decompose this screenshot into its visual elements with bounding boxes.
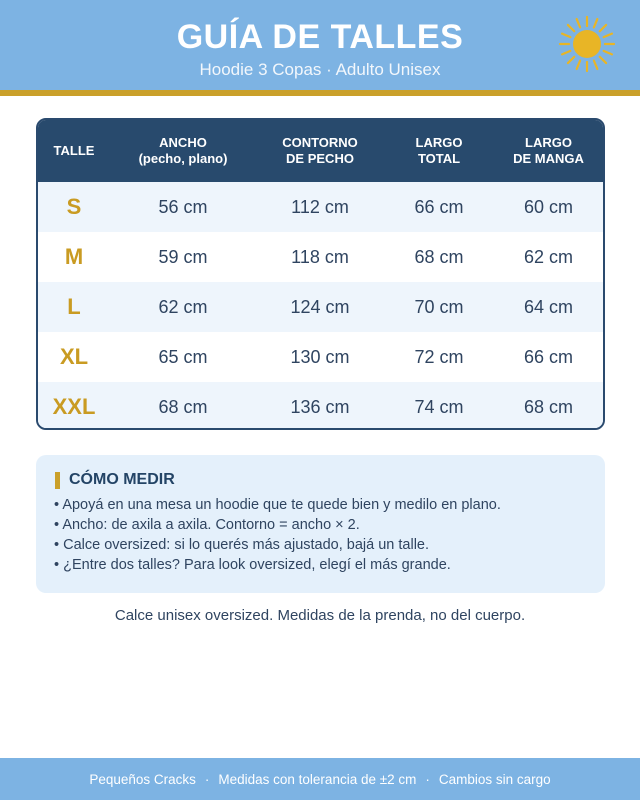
size-label: XXL bbox=[52, 394, 96, 419]
sun-ray bbox=[594, 61, 597, 69]
how-to-list bbox=[54, 495, 594, 575]
list-item: • ¿Entre dos talles? Para look oversized, elegí el más grande. bbox=[54, 555, 594, 575]
sun-ray bbox=[604, 34, 612, 37]
column-header-line: LARGO bbox=[415, 135, 463, 150]
column-header-talle bbox=[38, 120, 110, 182]
column-header-ancho bbox=[110, 120, 256, 182]
table-cell: 66 cm bbox=[414, 196, 464, 217]
list-item: • Ancho: de axila a axila. Contorno = ancho × 2. bbox=[54, 515, 594, 535]
table-cell: 68 cm bbox=[414, 246, 464, 267]
sun-ray bbox=[562, 34, 570, 37]
table-header bbox=[38, 120, 603, 182]
fit-note: Calce unisex oversized. Medidas de la prenda, no del cuerpo. bbox=[114, 607, 526, 624]
sun-ray bbox=[594, 19, 597, 27]
sun-icon bbox=[558, 15, 616, 73]
table-cell: 62 cm bbox=[523, 246, 574, 267]
header-banner bbox=[0, 0, 640, 90]
table-row bbox=[38, 332, 603, 382]
table-cell: 118 cm bbox=[291, 246, 349, 267]
column-header-line: DE MANGA bbox=[513, 151, 584, 166]
sun-ray bbox=[568, 25, 574, 31]
sun-ray bbox=[600, 57, 606, 63]
header-accent-bar bbox=[0, 90, 640, 96]
table-cell: 60 cm bbox=[523, 196, 574, 217]
list-item: • Apoyá en una mesa un hoodie que te quede bien y medilo en plano. bbox=[54, 495, 594, 515]
table-cell: 66 cm bbox=[523, 346, 574, 367]
size-label: M bbox=[64, 244, 84, 269]
footer-tolerance: Medidas con tolerancia de ±2 cm bbox=[218, 771, 417, 787]
footer-returns: Cambios sin cargo bbox=[438, 771, 551, 787]
page-subtitle: Hoodie 3 Copas · Adulto Unisex bbox=[199, 60, 441, 79]
table-cell: 65 cm bbox=[158, 346, 208, 367]
footer-separator: · bbox=[425, 771, 430, 787]
sun-ray bbox=[577, 61, 580, 69]
how-to-measure-box bbox=[36, 455, 605, 593]
page-title: GUÍA DE TALLES bbox=[176, 18, 464, 56]
footer-bar bbox=[0, 758, 640, 800]
table-cell: 56 cm bbox=[158, 196, 208, 217]
table-row bbox=[38, 232, 603, 282]
sun-ray bbox=[562, 51, 570, 54]
table-cell: 68 cm bbox=[523, 396, 574, 417]
table-row bbox=[38, 382, 603, 430]
size-label: L bbox=[67, 294, 81, 319]
table-cell: 59 cm bbox=[158, 246, 208, 267]
column-header-contorno bbox=[256, 120, 384, 182]
column-header-largo-total bbox=[384, 120, 494, 182]
sun-ray bbox=[568, 57, 574, 63]
list-item: • Calce oversized: si lo querés más ajustado, bajá un talle. bbox=[54, 535, 594, 555]
column-header-line: CONTORNO bbox=[282, 135, 358, 150]
table-cell: 136 cm bbox=[290, 396, 350, 417]
size-label: S bbox=[66, 194, 82, 219]
how-to-title: CÓMO MEDIR bbox=[69, 471, 175, 488]
column-header-line: (pecho, plano) bbox=[138, 151, 228, 166]
table-cell: 68 cm bbox=[158, 396, 208, 417]
table-cell: 130 cm bbox=[290, 346, 350, 367]
table-cell: 124 cm bbox=[290, 296, 350, 317]
section-accent-bar bbox=[55, 472, 60, 489]
column-header-line: LARGO bbox=[525, 135, 572, 150]
table-cell: 64 cm bbox=[523, 296, 574, 317]
table-row bbox=[38, 282, 603, 332]
table-row bbox=[38, 182, 603, 232]
sun-ray bbox=[600, 25, 606, 31]
table-cell: 70 cm bbox=[414, 296, 464, 317]
column-header-line: DE PECHO bbox=[286, 151, 354, 166]
column-header-line: TALLE bbox=[53, 143, 95, 158]
table-cell: 74 cm bbox=[414, 396, 464, 417]
footer-brand: Pequeños Cracks bbox=[89, 771, 196, 787]
table-cell: 62 cm bbox=[158, 296, 208, 317]
size-table bbox=[36, 118, 605, 430]
footer-separator: · bbox=[204, 771, 210, 787]
table-cell: 72 cm bbox=[414, 346, 464, 367]
table-cell: 112 cm bbox=[291, 196, 349, 217]
size-label: XL bbox=[59, 344, 89, 369]
column-header-largo-manga bbox=[494, 120, 603, 182]
sun-ray bbox=[604, 51, 612, 54]
column-header-line: TOTAL bbox=[417, 151, 461, 166]
column-header-line: ANCHO bbox=[159, 135, 207, 150]
sun-ray bbox=[577, 19, 580, 27]
